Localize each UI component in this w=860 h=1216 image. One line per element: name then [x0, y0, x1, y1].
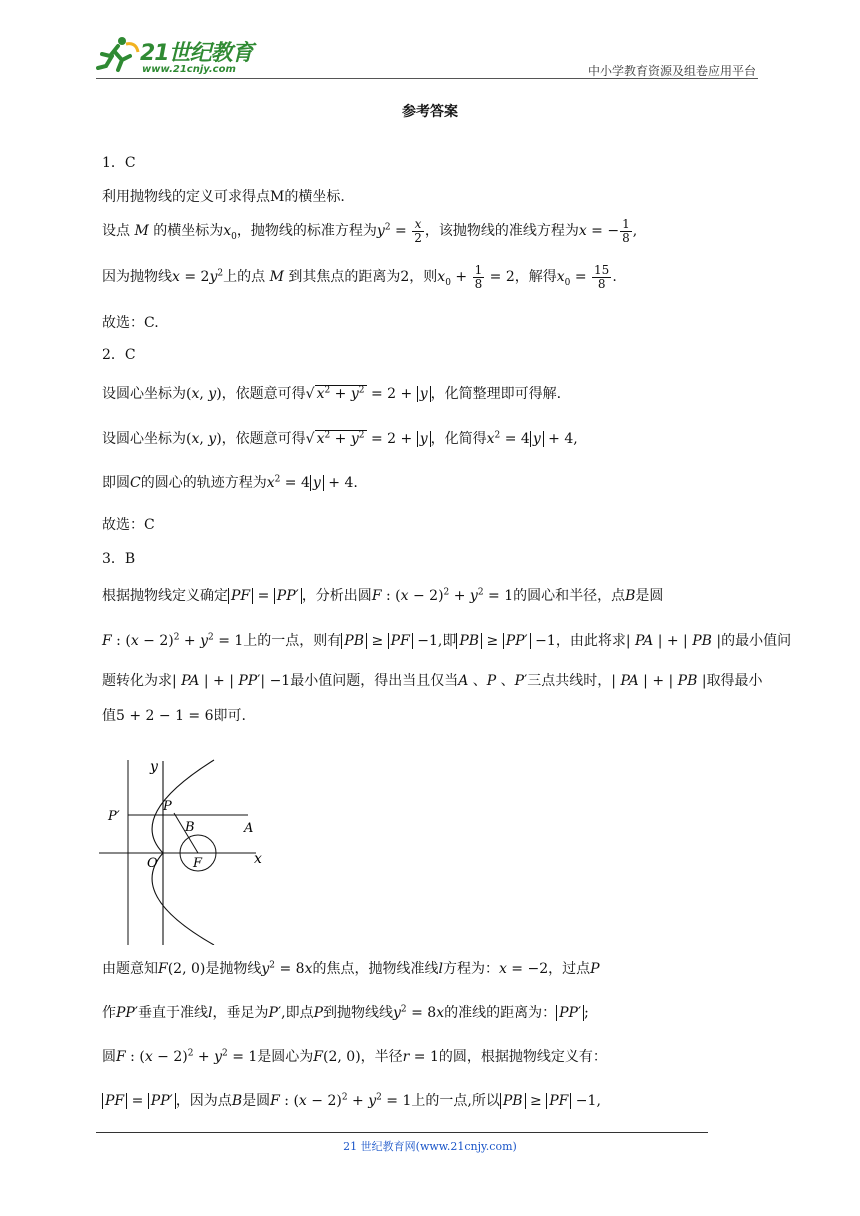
label-p-prime: P′: [108, 809, 120, 824]
logo-url: www.21cnjy.com: [142, 64, 236, 75]
q3-line-8: PF = PP′ ，因为点B是圆F : $(x - 2)^2 + y^2 = 1$上的一点,所以 PB ≥ PF −1,: [102, 1090, 601, 1110]
label-f: F: [193, 856, 203, 871]
q3-line-4: 值5 + 2 − 1 = 6即可.: [102, 708, 246, 724]
label-x: x: [254, 851, 262, 867]
q1-hint: 利用抛物线的定义可求得点M的横坐标.: [102, 189, 345, 205]
header-divider: [96, 78, 758, 79]
label-b: B: [185, 820, 195, 835]
q3-line-5: 由题意知F(2, 0)是抛物线$y^2 = 8x$的焦点，抛物线准线l方程为：x = −2，过点P: [102, 960, 600, 977]
q3-answer: 3．B: [102, 551, 136, 567]
q2-choice: 故选：C: [102, 517, 155, 533]
q2-answer: 2．C: [102, 347, 136, 363]
q3-line-1: 根据抛物线定义确定 PF = PP′ ，分析出圆F : $(x - 2)^2 + y^2 = 1$的圆心和半径，点B是圆: [102, 587, 664, 604]
q3-line-2: F : $(x - 2)^2 + y^2 = 1$上的一点，则有 PB ≥ PF −1,即 PB ≥ PP′ −1，由此将求| PA | + | PB |的最小值问: [102, 632, 792, 649]
logo-text: 21世纪教育: [140, 41, 253, 66]
q1-answer: 1．C: [102, 155, 136, 171]
label-p: P: [163, 799, 172, 814]
footer-link[interactable]: 21 世纪教育网(www.21cnjy.com): [343, 1140, 517, 1153]
label-o: O: [147, 856, 158, 871]
runner-logo-icon: [96, 34, 140, 78]
page-title: 参考答案: [402, 104, 458, 120]
q3-line-6: 作PP′垂直于准线l，垂足为P′,即点P到抛物线线$y^2 = 8x$的准线的距离为： PP′ ;: [102, 1004, 589, 1021]
q2-line-hint: 设圆心坐标为(x, y)，依题意可得√ $x^2 + y^2 = 2 + y$ ，化简整理即可得解.: [102, 385, 562, 402]
page-header: [96, 30, 758, 78]
q1-line-solve: 因为抛物线$x = 2y^2$上的点 M 到其焦点的距离为2，则$x_0$ + $\frac{1}{8}$ = 2，解得$x_0$ = $\frac{15}{8}$ .: [102, 263, 617, 291]
platform-name: 中小学教育资源及组卷应用平台: [587, 64, 756, 78]
q1-choice: 故选：C.: [102, 315, 159, 331]
q3-line-3: 题转化为求| PA | + | PP′| −1最小值问题，得出当且仅当A 、P 、P′三点共线时，| PA | + | PB |取得最小: [102, 673, 763, 689]
q3-line-7: 圆F : $(x - 2)^2 + y^2 = 1$是圆心为F(2, 0)，半径r = 1的圆，根据抛物线定义有：: [102, 1048, 607, 1065]
label-a: A: [244, 821, 254, 836]
parabola-figure: [96, 755, 276, 945]
q2-line-solve: 设圆心坐标为(x, y)，依题意可得√ $x^2 + y^2 = 2 + y$ ，化简得$x^2 = 4$ y + 4,: [102, 430, 578, 447]
label-y: y: [150, 759, 158, 775]
q1-line-setup: 设点 M 的横坐标为$x_0$，抛物线的标准方程为$y^2$ = $\frac{x}{2}$ ，该抛物线的准线方程为x = − $\frac{1}{8}$ ,: [102, 217, 638, 245]
footer-divider: [96, 1132, 708, 1133]
q2-line-result: 即圆C的圆心的轨迹方程为$x^2 = 4$ y + 4.: [102, 474, 358, 491]
site-logo[interactable]: [96, 34, 266, 78]
